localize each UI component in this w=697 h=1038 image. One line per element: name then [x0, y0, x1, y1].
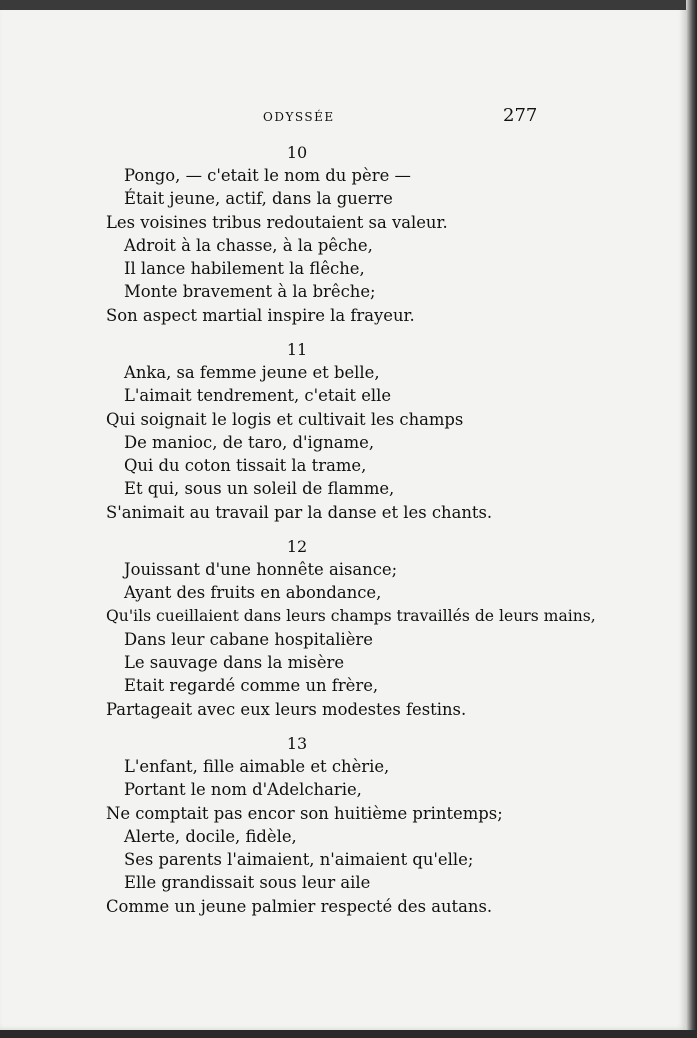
stanza-11 — [106, 339, 586, 524]
verse-line: Adroit à la chasse, à la pêche, — [124, 235, 373, 255]
scan-edge-top — [0, 0, 697, 10]
verse-line: Et qui, sous un soleil de flamme, — [124, 479, 395, 499]
running-title: ODYSSÉE — [263, 110, 335, 124]
verse-line: L'enfant, fille aimable et chèrie, — [124, 757, 390, 776]
verse-line: S'animait au travail par la danse et les chants. — [106, 502, 493, 522]
verse-line: Le sauvage dans la misère — [124, 653, 345, 673]
verse-line: L'aimait tendrement, c'etait elle — [124, 386, 392, 406]
verse-line: Son aspect martial inspire la frayeur. — [106, 305, 415, 325]
verse-line: De manioc, de taro, d'igname, — [124, 432, 375, 452]
verse-line: Elle grandissait sous leur aile — [124, 873, 371, 893]
stanza-number: 13 — [286, 734, 308, 753]
scan-edge-bottom — [0, 1030, 697, 1038]
verse-line: Portant le nom d'Adelcharie, — [124, 780, 362, 800]
scan-edge-right — [686, 0, 697, 1038]
verse-line: Alerte, docile, fidèle, — [124, 826, 297, 846]
stanza-10 — [106, 142, 586, 327]
stanza-number: 10 — [286, 143, 308, 162]
verse-line: Jouissant d'une honnête aisance; — [124, 560, 398, 579]
verse-line: Partageait avec eux leurs modestes festins. — [106, 699, 467, 719]
verse-line: Qui du coton tissait la trame, — [124, 456, 367, 476]
page-header — [0, 105, 686, 130]
verse-line: Ayant des fruits en abondance, — [124, 583, 382, 603]
verse-line: Anka, sa femme jeune et belle, — [124, 363, 380, 382]
verse-line: Il lance habilement la flêche, — [124, 259, 365, 279]
verse-line: Les voisines tribus redoutaient sa valeur. — [106, 212, 448, 232]
stanza-number: 11 — [286, 340, 308, 359]
verse-line: Ses parents l'aimaient, n'aimaient qu'elle; — [124, 850, 474, 870]
stanza-12 — [106, 536, 596, 721]
stanza-number: 12 — [286, 537, 308, 556]
verse-line: Ne comptait pas encor son huitième printemps; — [106, 803, 503, 823]
verse-line: Pongo, — c'etait le nom du père — — [124, 166, 411, 185]
page-number: 277 — [503, 105, 538, 126]
verse-line: Etait regardé comme un frère, — [124, 676, 379, 696]
verse-line: Dans leur cabane hospitalière — [124, 629, 373, 649]
verse-line: Comme un jeune palmier respecté des autans. — [106, 896, 493, 916]
verse-line: Qu'ils cueillaient dans leurs champs travaillés de leurs mains, — [106, 606, 596, 625]
verse-line: Qui soignait le logis et cultivait les champs — [106, 409, 464, 429]
stanza-13 — [106, 733, 586, 918]
verse-line: Monte bravement à la brêche; — [124, 282, 376, 302]
verse-line: Était jeune, actif, dans la guerre — [124, 189, 393, 209]
